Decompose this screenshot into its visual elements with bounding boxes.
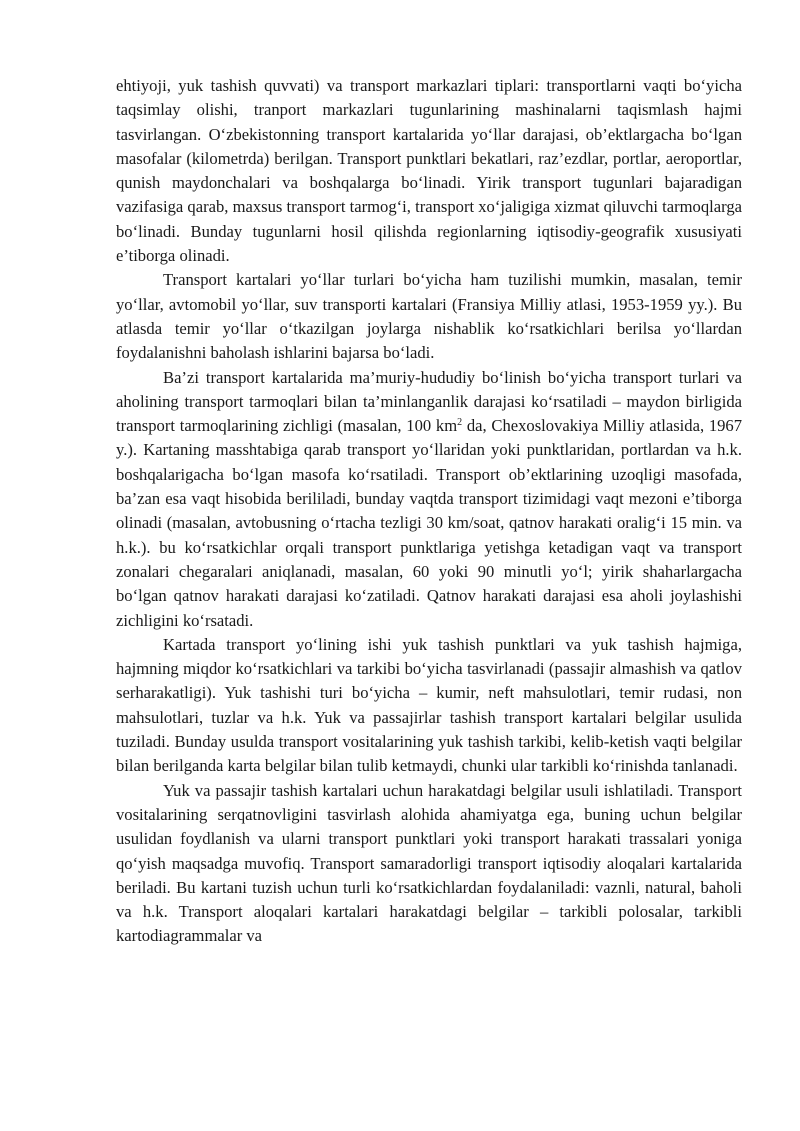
- paragraph-3: [116, 366, 742, 633]
- paragraph-1: ehtiyoji, yuk tashish quvvati) va transport markazlari tiplari: transportlarni vaqti bo‘yicha taqsimlay olishi, tranport markazlari tugunlarining mashinalarni taqismlash hajmi tasvirlangan. O‘zbekistonning transport kartalarida yo‘llar darajasi, ob’ektlargacha bo‘lgan masofalar (kilometrda) berilgan. Transport punktlari bekatlari, raz’ezdlar, portlar, aeroportlar, qunish maydonchalari va boshqalarga bo‘linadi. Yirik transport tugunlari bajaradigan vazifasiga qarab, maxsus transport tarmog‘i, transport xo‘jaligiga xizmat qiluvchi tarmoqlarga bo‘linadi. Bunday tugunlarni hosil qilishda regionlarning iqtisodiy-geografik xususiyati e’tiborga olinadi.: [116, 76, 742, 266]
- paragraph-5: Yuk va passajir tashish kartalari uchun harakatdagi belgilar usuli ishlatiladi. Transport vositalarining serqatnovligini tasvirlash alohida ahamiyatga ega, buning uchun belgilar usulidan foydlanish va ularni transport punktlari yoki transport harakati trassalari yoniga qo‘yish maqsadga muvofiq. Transport samaradorligi transport iqtisodiy aloqalari kartalarida beriladi. Bu kartani tuzish uchun turli ko‘rsatkichlardan foydalaniladi: vaznli, natural, baholi va h.k. Transport aloqalari kartalari harakatdagi belgilar – tarkibli polosalar, tarkibli kartodiagrammalar va: [116, 780, 742, 946]
- paragraph-2: Transport kartalari yo‘llar turlari bo‘yicha ham tuzilishi mumkin, masalan, temir yo‘llar, avtomobil yo‘llar, suv transporti kartalari (Fransiya Milliy atlasi, 1953-1959 yy.). Bu atlasda temir yo‘llar o‘tkazilgan joylarga nishablik ko‘rsatkichlari berilsa yo‘llardan foydalanishni baholash ishlarini bajarsa bo‘ladi.: [116, 270, 742, 363]
- paragraph-3-text-before: Ba’zi transport kartalarida ma’muriy-hududiy bo‘linish bo‘yicha transport turlari va aholining transport tarmoqlari bilan ta’minlanganlik darajasi ko‘rsatiladi – maydon birligida transport tarmoqlarining zichligi (masalan, 100 km: [116, 367, 742, 436]
- paragraph-3-text-after: da, Chexoslovakiya Milliy atlasida, 1967 y.). Kartaning masshtabiga qarab transport yo‘llaridan yoki punktlaridan, portlardan va h.k. boshqalarigacha bo‘lgan masofa ko‘rsatiladi. Transport ob’ektlarining uzoqligi masofada, ba’zan esa vaqt hisobida berililadi, bunday vaqtda transport tizimidagi vaqt mezoni e’tiborga olinadi (masalan, avtobusning o‘rtacha tezligi 30 km/soat, qatnov harakati oralig‘i 15 min. va h.k.). bu ko‘rsatkichlar orqali transport punktlariga yetishga ketadigan vaqt va transport zonalari chegaralari aniqlanadi, masalan, 60 yoki 90 minutli yo‘l; yirik shaharlargacha bo‘lgan qatnov harakati darajasi ko‘zatiladi. Qatnov harakati darajasi esa aholi joylashishi zichligini ko‘rsatadi.: [116, 416, 743, 630]
- paragraph-4: Kartada transport yo‘lining ishi yuk tashish punktlari va yuk tashish hajmiga, hajmning miqdor ko‘rsatkichlari va tarkibi bo‘yicha tasvirlanadi (passajir almashish va qatlov serharakatligi). Yuk tashishi turi bo‘yicha – kumir, neft mahsulotlari, temir rudasi, non mahsulotlari, tuzlar va h.k. Yuk va passajirlar tashish transport kartalari belgilar usulida tuziladi. Bunday usulda transport vositalarining yuk tashish tarkibi, kelib-ketish vaqti belgilar bilan berilganda karta belgilar bilan tulib ketmaydi, chunki ular tarkibli ko‘rinishda tanlanadi.: [116, 634, 742, 776]
- superscript-2: 2: [457, 417, 463, 429]
- document-page: [116, 74, 742, 949]
